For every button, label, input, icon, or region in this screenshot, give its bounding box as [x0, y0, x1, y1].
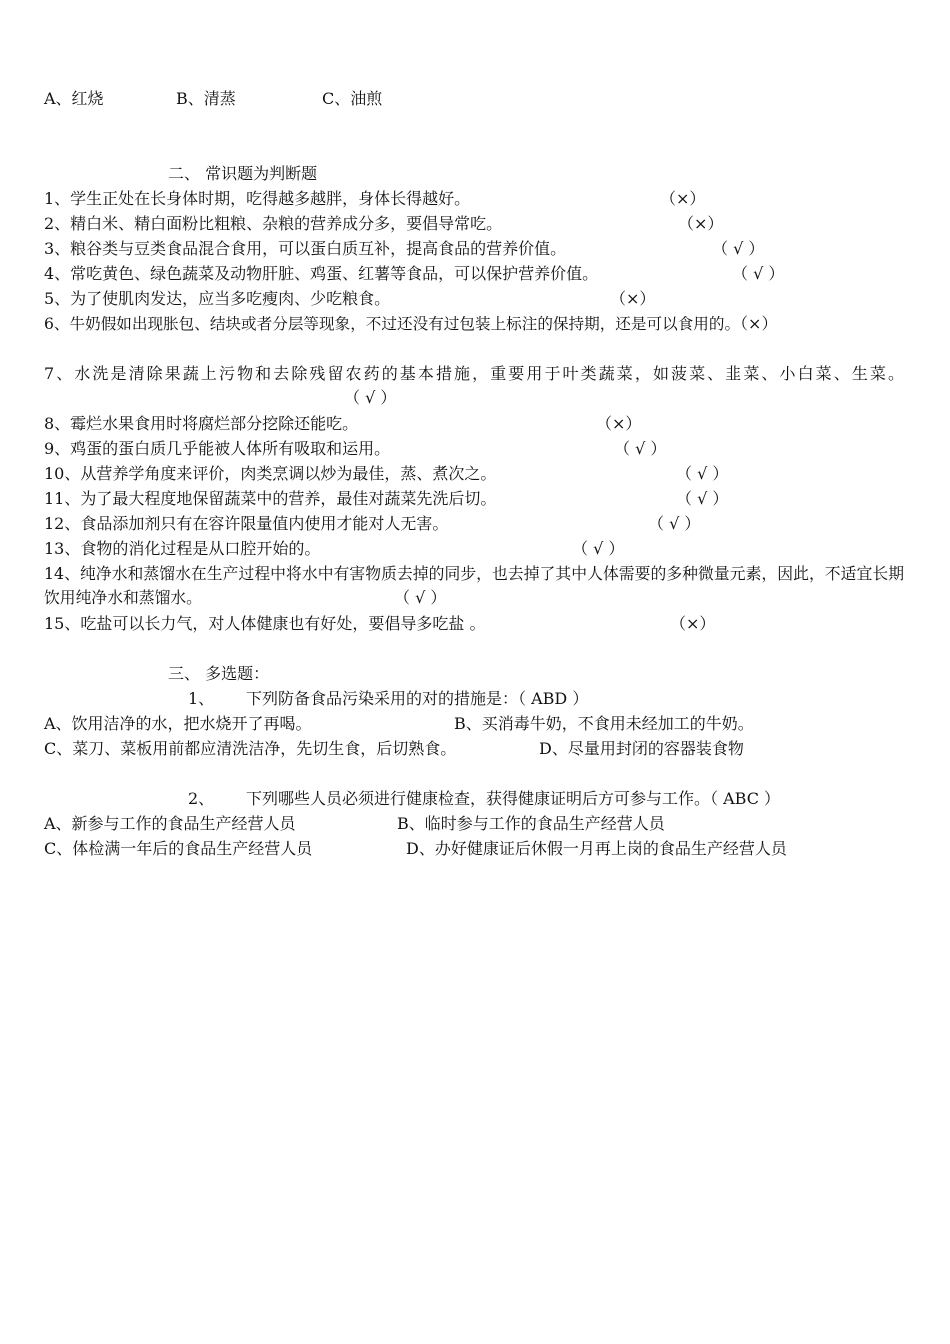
item-answer: （×）	[596, 414, 642, 433]
option-a: A、新参与工作的食品生产经营人员	[44, 814, 296, 833]
question-stem	[188, 787, 781, 811]
question-stem	[188, 687, 589, 711]
judgment-item	[44, 562, 904, 610]
question-number: 1、	[188, 689, 215, 708]
judgment-item	[44, 612, 716, 636]
item-answer: （ √ ）	[614, 439, 667, 458]
item-answer: （×）	[670, 614, 716, 633]
section-heading: 二、 常识题为判断题	[168, 164, 318, 183]
item-text: 6、牛奶假如出现胀包、结块或者分层等现象，不过还没有过包装上标注的保持期，还是可以食用的。	[44, 315, 741, 333]
item-text: 7、水洗是清除果蔬上污物和去除残留农药的基本措施，重要用于叶类蔬菜，如菠菜、韭菜、小白菜、生菜。	[44, 364, 904, 383]
judgment-item	[44, 537, 625, 561]
item-text: 2、精白米、精白面粉比粗粮、杂粮的营养成分多，要倡导常吃。	[44, 214, 503, 233]
judgment-item	[44, 412, 642, 436]
option-row	[44, 837, 787, 861]
item-text: 3、粮谷类与豆类食品混合食用，可以蛋白质互补，提高食品的营养价值。	[44, 239, 567, 258]
option-a: A、红烧	[44, 89, 104, 108]
judgment-item	[44, 187, 706, 211]
item-text: 8、霉烂水果食用时将腐烂部分挖除还能吃。	[44, 414, 359, 433]
judgment-item	[44, 462, 729, 486]
item-text: 4、常吃黄色、绿色蔬菜及动物肝脏、鸡蛋、红薯等食品，可以保护营养价值。	[44, 264, 599, 283]
item-answer: （ √ ）	[676, 489, 729, 508]
judgment-item	[44, 487, 729, 511]
item-answer: （ √ ）	[732, 264, 785, 283]
option-row	[44, 737, 744, 761]
judgment-item	[44, 362, 904, 410]
item-answer: （×）	[610, 289, 656, 308]
item-answer: （ √ ）	[648, 514, 701, 533]
item-text: 11、为了最大程度地保留蔬菜中的营养，最佳对蔬菜先洗后切。	[44, 489, 497, 508]
item-answer: （×）	[740, 314, 778, 333]
option-c: C、菜刀、菜板用前都应清洗洁净，先切生食，后切熟食。	[44, 739, 457, 758]
item-text: 5、为了使肌肉发达，应当多吃瘦肉、少吃粮食。	[44, 289, 391, 308]
question-text: 下列防备食品污染采用的对的措施是：（ ABD ）	[246, 689, 589, 708]
item-answer: （ √ ）	[572, 539, 625, 558]
section-heading: 三、 多选题：	[168, 664, 270, 683]
item-text: 9、鸡蛋的蛋白质几乎能被人体所有吸取和运用。	[44, 439, 391, 458]
item-text: 14、纯净水和蒸馏水在生产过程中将水中有害物质去掉的同步，也去掉了其中人体需要的多种微量元素，因此，不适宜长期饮用纯净水和蒸馏水。	[44, 564, 904, 607]
item-text: 1、学生正处在长身体时期，吃得越多越胖，身体长得越好。	[44, 189, 471, 208]
item-text: 15、吃盐可以长力气，对人体健康也有好处，要倡导多吃盐 。	[44, 614, 486, 633]
item-text: 12、食品添加剂只有在容许限量值内使用才能对人无害。	[44, 514, 449, 533]
judgment-item	[44, 312, 904, 336]
judgment-item	[44, 437, 667, 461]
judgment-item	[44, 262, 785, 286]
item-answer: （ √ ）	[676, 464, 729, 483]
option-b: B、临时参与工作的食品生产经营人员	[397, 814, 665, 833]
judgment-item	[44, 237, 765, 261]
question-text: 下列哪些人员必须进行健康检查，获得健康证明后方可参与工作。（ ABC ）	[246, 789, 781, 808]
item-text: 10、从营养学角度来评价，肉类烹调以炒为最佳，蒸、煮次之。	[44, 464, 497, 483]
question-number: 2、	[188, 789, 215, 808]
option-d: D、尽量用封闭的容器装食物	[539, 739, 744, 758]
option-d: D、办好健康证后休假一月再上岗的食品生产经营人员	[406, 839, 787, 858]
item-answer: （ √ ）	[401, 588, 447, 607]
item-answer: （ √ ）	[712, 239, 765, 258]
item-answer: （×）	[678, 214, 724, 233]
judgment-item	[44, 287, 656, 311]
judgment-item	[44, 212, 724, 236]
item-text: 13、食物的消化过程是从口腔开始的。	[44, 539, 321, 558]
item-answer: （×）	[660, 189, 706, 208]
option-c: C、体检满一年后的食品生产经营人员	[44, 839, 313, 858]
option-row	[44, 712, 754, 736]
judgment-item	[44, 512, 701, 536]
option-row	[44, 812, 665, 836]
option-c: C、油煎	[322, 89, 383, 108]
option-b: B、买消毒牛奶，不食用未经加工的牛奶。	[454, 714, 754, 733]
option-a: A、饮用洁净的水，把水烧开了再喝。	[44, 714, 312, 733]
option-b: B、清蒸	[176, 89, 236, 108]
item-answer: （ √ ）	[344, 388, 397, 407]
